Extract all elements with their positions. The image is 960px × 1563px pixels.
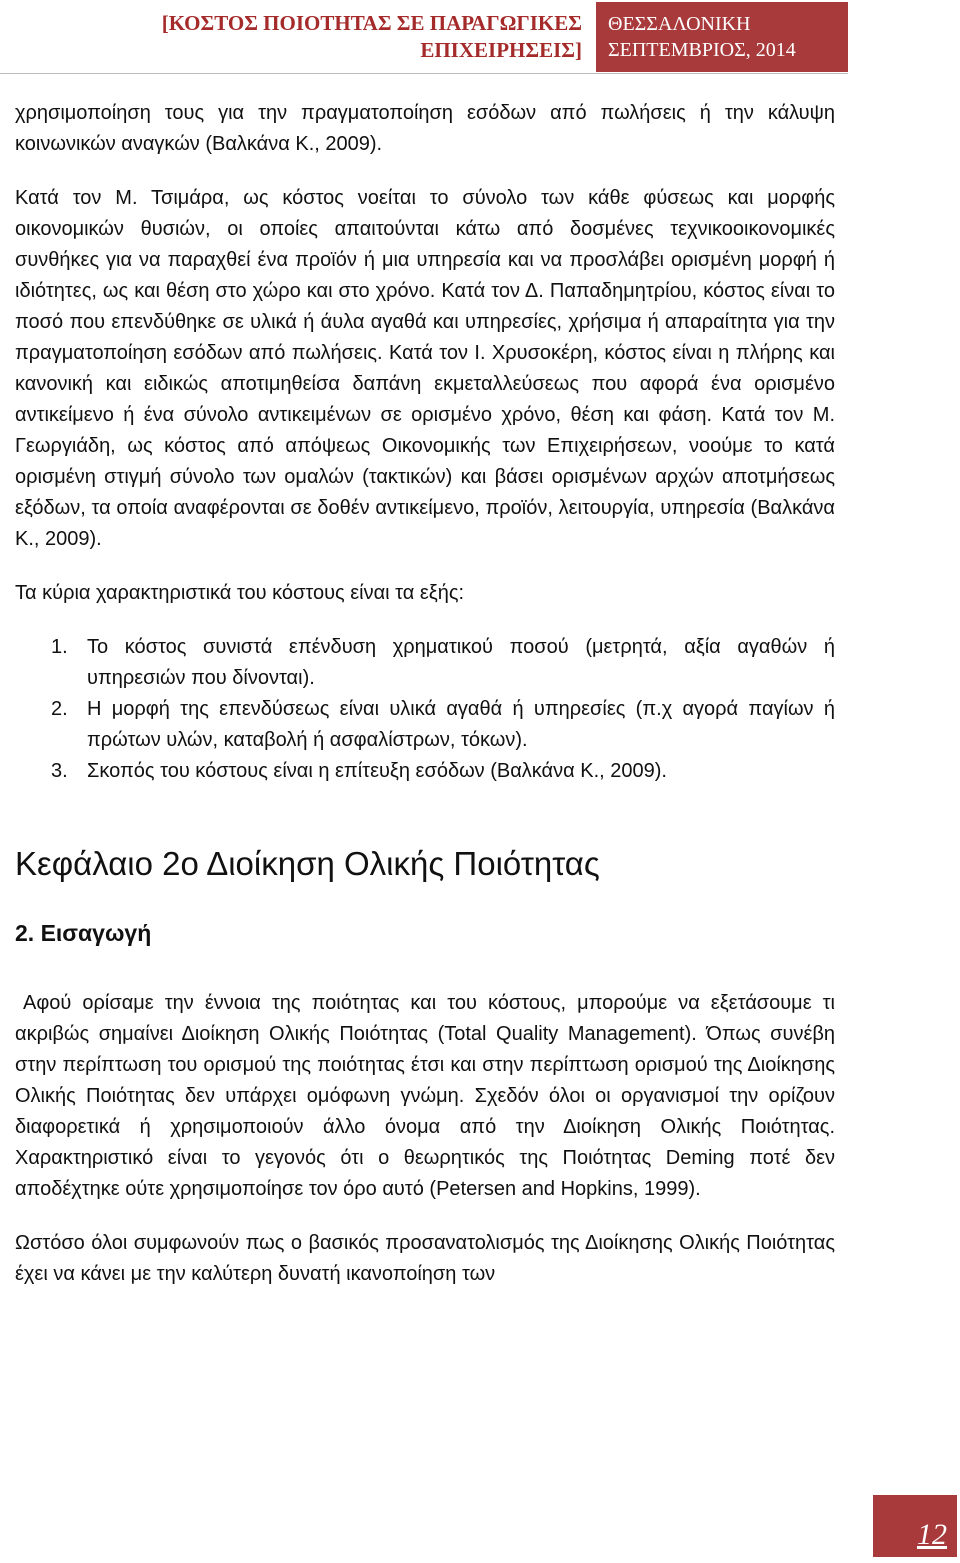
section-heading: 2. Εισαγωγή (15, 920, 152, 946)
list-item-text: Το κόστος συνιστά επένδυση χρηματικού ποσού (μετρητά, αξία αγαθών ή υπηρεσιών που δίνονται). (87, 636, 835, 689)
chapter-heading (15, 842, 835, 886)
paragraph-tqm-orientation: Ωστόσο όλοι συμφωνούν πως ο βασικός προσανατολισμός της Διοίκησης Ολικής Ποιότητας έχει να κάνει με την καλύτερη δυνατή ικανοποίηση των (15, 1232, 835, 1285)
header-title (0, 0, 596, 72)
header-title-line-1: [ΚΟΣΤΟΣ ΠΟΙΟΤΗΤΑΣ ΣΕ ΠΑΡΑΓΩΓΙΚΕΣ (161, 11, 582, 35)
cost-characteristics-list (15, 632, 835, 787)
page-header (0, 0, 960, 74)
list-item-number: 2. (51, 698, 68, 720)
header-location-date (596, 2, 848, 72)
list-item-text: Η μορφή της επενδύσεως είναι υλικά αγαθά ή υπηρεσίες (π.χ αγορά παγίων ή πρώτων υλών, καταβολή ή ασφαλίστρων, τόκων). (87, 698, 835, 751)
list-intro: Τα κύρια χαρακτηριστικά του κόστους είναι τα εξής: (15, 582, 465, 604)
list-item (15, 694, 835, 756)
page-number: 12 (917, 1518, 947, 1551)
chapter-title: Διοίκηση Ολικής Ποιότητας (206, 845, 600, 882)
list-item-text: Σκοπός του κόστους είναι η επίτευξη εσόδων (Βαλκάνα Κ., 2009). (87, 760, 667, 782)
list-item-number: 1. (51, 636, 68, 658)
page-number-badge (873, 1495, 957, 1557)
chapter-prefix: Κεφάλαιο 2ο (15, 845, 207, 882)
list-item-number: 3. (51, 760, 68, 782)
list-item (15, 632, 835, 694)
paragraph-tqm-intro: Αφού ορίσαμε την έννοια της ποιότητας και του κόστους, μπορούμε να εξετάσουμε τι ακριβώς σημαίνει Διοίκηση Ολικής Ποιότητας (Total Quality Management). Όπως συνέβη στην περίπτωση του ορισμού της ποιότητας έτσι και στην περίπτωση ορισμού της Διοίκησης Ολικής Ποιότητας δεν υπάρχει ομόφωνη γνώμη. Σχεδόν όλοι οι οργανισμοί την ορίζουν διαφορετικά ή χρησιμοποιούν άλλο όνομα από την Διοίκηση Ολικής Ποιότητας. Χαρακτηριστικό είναι το γεγονός ότι ο θεωρητικός της Ποιότητας Deming ποτέ δεν αποδέχτηκε ούτε χρησιμοποίησε τον όρο αυτό (Petersen and Hopkins, 1999). (15, 992, 835, 1200)
header-divider (0, 73, 848, 74)
page-content (15, 98, 835, 1290)
header-location: ΘΕΣΣΑΛΟΝΙΚΗ (608, 13, 751, 35)
list-item (15, 756, 835, 787)
header-date: ΣΕΠΤΕΜΒΡΙΟΣ, 2014 (608, 39, 796, 61)
header-title-line-2: ΕΠΙΧΕΙΡΗΣΕΙΣ] (420, 38, 582, 62)
paragraph-cost-definitions: Κατά τον Μ. Τσιμάρα, ως κόστος νοείται το σύνολο των κάθε φύσεως και μορφής οικονομικών θυσιών, οι οποίες απαιτούνται κάτω από δοσμένες τεχνικοοικονομικές συνθήκες για να παραχθεί ένα προϊόν ή μια υπηρεσία και να προσλάβει ορισμένη μορφή ή ιδιότητες, ως και θέση στο χώρο και στο χρόνο. Κατά τον Δ. Παπαδημητρίου, κόστος είναι το ποσό που επενδύθηκε σε υλικά ή άυλα αγαθά και υπηρεσίες, χρήσιμα ή απαραίτητα για την πραγματοποίηση εσόδων από πωλήσεις. Κατά τον Ι. Χρυσοκέρη, κόστος είναι η πλήρης και κανονική και ειδικώς αποτιμηθείσα δαπάνη εκμεταλλεύσεως που αφορά ένα ορισμένο αντικείμενο ή ένα σύνολο αντικειμένων σε ορισμένο χρόνο, θέση και φάση. Κατά τον Μ. Γεωργιάδη, ως κόστος από απόψεως Οικονομικής των Επιχειρήσεων, νοούμε το κατά ορισμένη στιγμή σύνολο των ομαλών (τακτικών) και βάσει ορισμένων αρχών αποτμήσεως εξόδων, τα οποία αναφέρονται σε δοθέν αντικείμενο, προϊόν, λειτουργία, υπηρεσία (Βαλκάνα Κ., 2009). (15, 187, 835, 550)
paragraph-continuation: χρησιμοποίηση τους για την πραγματοποίηση εσόδων από πωλήσεις ή την κάλυψη κοινωνικών αναγκών (Βαλκάνα Κ., 2009). (15, 102, 835, 155)
